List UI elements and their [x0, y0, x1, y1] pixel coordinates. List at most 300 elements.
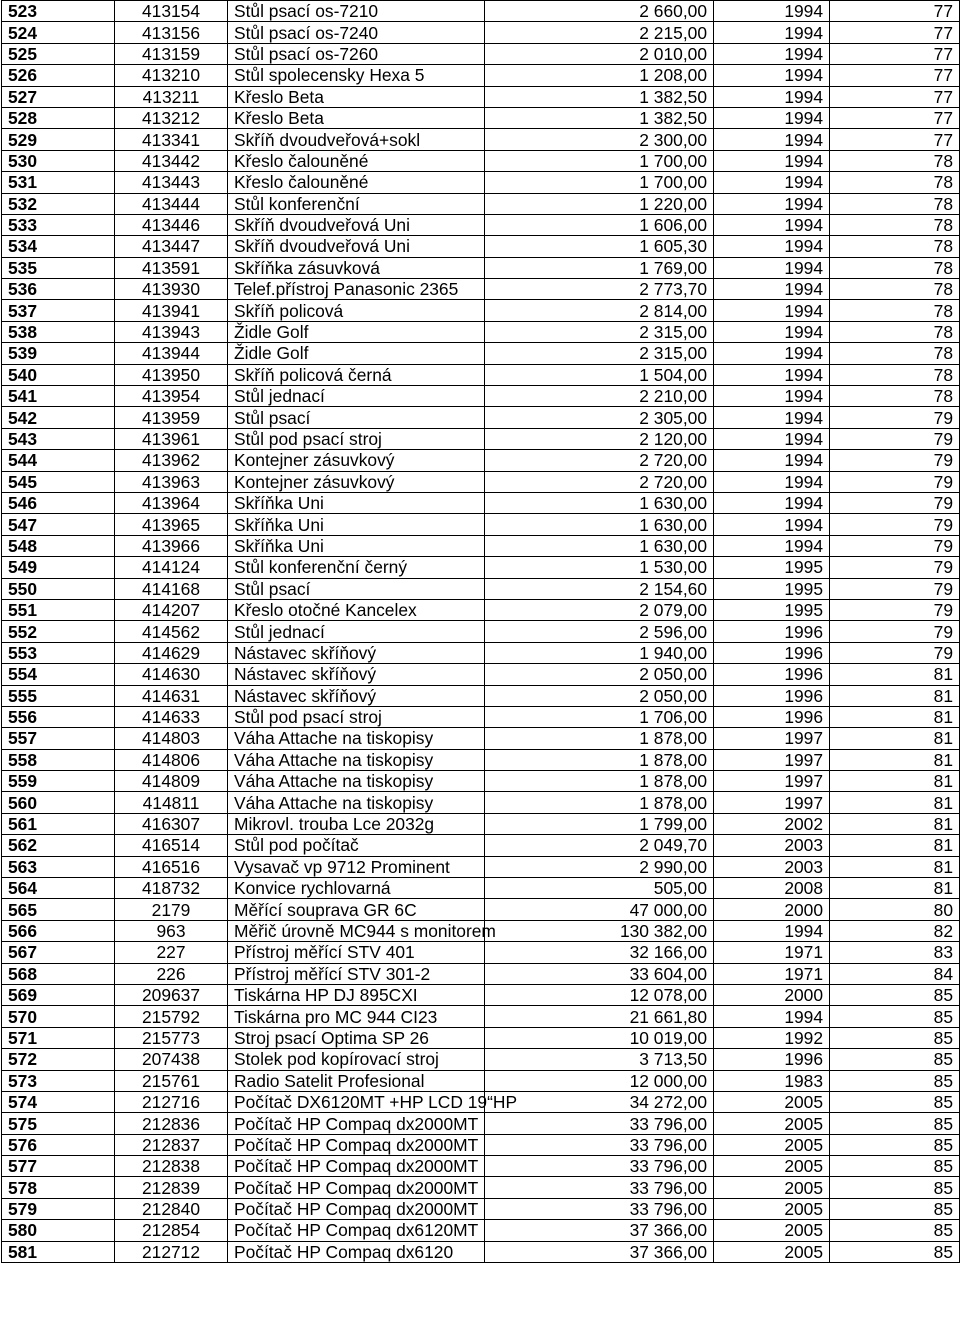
price-cell: 2 773,70	[485, 279, 714, 300]
table-row	[2, 428, 960, 449]
inventory-code-cell: 413943	[115, 321, 228, 342]
row-number-cell: 560	[2, 792, 115, 813]
table-row	[2, 22, 960, 43]
location-code-cell: 80	[830, 899, 960, 920]
year-cell: 1994	[714, 1, 830, 22]
item-name-cell: Nástavec skříňový	[228, 664, 485, 685]
table-row	[2, 1006, 960, 1027]
table-row	[2, 450, 960, 471]
item-name-cell: Skříň dvoudveřová+sokl	[228, 129, 485, 150]
year-cell: 1971	[714, 963, 830, 984]
table-row	[2, 835, 960, 856]
table-row	[2, 407, 960, 428]
location-code-cell: 81	[830, 749, 960, 770]
location-code-cell: 85	[830, 1198, 960, 1219]
year-cell: 1996	[714, 642, 830, 663]
inventory-code-cell: 413446	[115, 214, 228, 235]
table-row	[2, 65, 960, 86]
price-cell: 37 366,00	[485, 1241, 714, 1262]
location-code-cell: 79	[830, 642, 960, 663]
price-cell: 1 700,00	[485, 172, 714, 193]
item-name-cell: Stůl konferenční	[228, 193, 485, 214]
year-cell: 1997	[714, 749, 830, 770]
price-cell: 1 878,00	[485, 728, 714, 749]
item-name-cell: Váha Attache na tiskopisy	[228, 728, 485, 749]
location-code-cell: 79	[830, 599, 960, 620]
price-cell: 1 630,00	[485, 514, 714, 535]
row-number-cell: 548	[2, 535, 115, 556]
table-row	[2, 236, 960, 257]
year-cell: 1994	[714, 300, 830, 321]
location-code-cell: 79	[830, 492, 960, 513]
table-row	[2, 942, 960, 963]
table-row	[2, 321, 960, 342]
inventory-code-cell: 414207	[115, 599, 228, 620]
row-number-cell: 536	[2, 279, 115, 300]
table-row	[2, 364, 960, 385]
year-cell: 2000	[714, 899, 830, 920]
table-row	[2, 1, 960, 22]
inventory-code-cell: 2179	[115, 899, 228, 920]
price-cell: 2 050,00	[485, 664, 714, 685]
location-code-cell: 78	[830, 321, 960, 342]
inventory-code-cell: 414124	[115, 557, 228, 578]
row-number-cell: 559	[2, 771, 115, 792]
inventory-code-cell: 413341	[115, 129, 228, 150]
item-name-cell: Stůl psací	[228, 407, 485, 428]
row-number-cell: 526	[2, 65, 115, 86]
location-code-cell: 81	[830, 728, 960, 749]
row-number-cell: 550	[2, 578, 115, 599]
table-row	[2, 492, 960, 513]
item-name-cell: Počítač HP Compaq dx6120	[228, 1241, 485, 1262]
item-name-cell: Skříň dvoudveřová Uni	[228, 214, 485, 235]
item-name-cell: Počítač DX6120MT +HP LCD 19“HP	[228, 1091, 485, 1112]
location-code-cell: 85	[830, 1070, 960, 1091]
year-cell: 1997	[714, 771, 830, 792]
inventory-code-cell: 212837	[115, 1134, 228, 1155]
inventory-code-cell: 414809	[115, 771, 228, 792]
location-code-cell: 77	[830, 43, 960, 64]
item-name-cell: Skříňka Uni	[228, 535, 485, 556]
inventory-code-cell: 413442	[115, 150, 228, 171]
location-code-cell: 81	[830, 878, 960, 899]
table-row	[2, 1091, 960, 1112]
year-cell: 1994	[714, 471, 830, 492]
table-row	[2, 878, 960, 899]
inventory-code-cell: 413212	[115, 107, 228, 128]
location-code-cell: 79	[830, 407, 960, 428]
item-name-cell: Křeslo čalouněné	[228, 150, 485, 171]
row-number-cell: 573	[2, 1070, 115, 1091]
row-number-cell: 541	[2, 386, 115, 407]
location-code-cell: 81	[830, 664, 960, 685]
year-cell: 1992	[714, 1027, 830, 1048]
price-cell: 2 010,00	[485, 43, 714, 64]
item-name-cell: Radio Satelit Profesional	[228, 1070, 485, 1091]
table-row	[2, 129, 960, 150]
price-cell: 47 000,00	[485, 899, 714, 920]
table-row	[2, 792, 960, 813]
item-name-cell: Konvice rychlovarná	[228, 878, 485, 899]
inventory-code-cell: 212840	[115, 1198, 228, 1219]
inventory-code-cell: 212854	[115, 1220, 228, 1241]
row-number-cell: 557	[2, 728, 115, 749]
table-row	[2, 920, 960, 941]
item-name-cell: Stůl pod psací stroj	[228, 428, 485, 449]
location-code-cell: 81	[830, 685, 960, 706]
row-number-cell: 524	[2, 22, 115, 43]
table-row	[2, 984, 960, 1005]
price-cell: 34 272,00	[485, 1091, 714, 1112]
year-cell: 2005	[714, 1198, 830, 1219]
row-number-cell: 534	[2, 236, 115, 257]
row-number-cell: 577	[2, 1156, 115, 1177]
location-code-cell: 79	[830, 621, 960, 642]
location-code-cell: 85	[830, 1049, 960, 1070]
location-code-cell: 78	[830, 300, 960, 321]
location-code-cell: 81	[830, 835, 960, 856]
table-row	[2, 193, 960, 214]
table-row	[2, 1049, 960, 1070]
table-row	[2, 664, 960, 685]
year-cell: 1996	[714, 685, 830, 706]
location-code-cell: 78	[830, 172, 960, 193]
inventory-code-cell: 212838	[115, 1156, 228, 1177]
price-cell: 2 814,00	[485, 300, 714, 321]
price-cell: 33 796,00	[485, 1177, 714, 1198]
price-cell: 10 019,00	[485, 1027, 714, 1048]
inventory-code-cell: 413154	[115, 1, 228, 22]
item-name-cell: Stůl konferenční černý	[228, 557, 485, 578]
price-cell: 2 215,00	[485, 22, 714, 43]
table-row	[2, 1113, 960, 1134]
item-name-cell: Skříň policová černá	[228, 364, 485, 385]
location-code-cell: 79	[830, 578, 960, 599]
location-code-cell: 79	[830, 514, 960, 535]
inventory-code-cell: 207438	[115, 1049, 228, 1070]
row-number-cell: 529	[2, 129, 115, 150]
year-cell: 2003	[714, 856, 830, 877]
item-name-cell: Křeslo Beta	[228, 107, 485, 128]
table-row	[2, 514, 960, 535]
table-row	[2, 685, 960, 706]
row-number-cell: 547	[2, 514, 115, 535]
year-cell: 1994	[714, 321, 830, 342]
inventory-code-cell: 416514	[115, 835, 228, 856]
price-cell: 37 366,00	[485, 1220, 714, 1241]
table-row	[2, 172, 960, 193]
location-code-cell: 83	[830, 942, 960, 963]
inventory-code-cell: 416307	[115, 813, 228, 834]
location-code-cell: 79	[830, 450, 960, 471]
row-number-cell: 553	[2, 642, 115, 663]
location-code-cell: 82	[830, 920, 960, 941]
year-cell: 1994	[714, 279, 830, 300]
inventory-code-cell: 227	[115, 942, 228, 963]
inventory-code-cell: 413930	[115, 279, 228, 300]
location-code-cell: 81	[830, 792, 960, 813]
year-cell: 2005	[714, 1241, 830, 1262]
inventory-code-cell: 215761	[115, 1070, 228, 1091]
inventory-code-cell: 212839	[115, 1177, 228, 1198]
item-name-cell: Křeslo otočné Kancelex	[228, 599, 485, 620]
price-cell: 2 990,00	[485, 856, 714, 877]
inventory-code-cell: 413444	[115, 193, 228, 214]
price-cell: 1 700,00	[485, 150, 714, 171]
location-code-cell: 77	[830, 107, 960, 128]
item-name-cell: Tiskárna HP DJ 895CXI	[228, 984, 485, 1005]
location-code-cell: 81	[830, 856, 960, 877]
item-name-cell: Počítač HP Compaq dx2000MT	[228, 1198, 485, 1219]
item-name-cell: Křeslo Beta	[228, 86, 485, 107]
item-name-cell: Váha Attache na tiskopisy	[228, 792, 485, 813]
inventory-code-cell: 414633	[115, 706, 228, 727]
year-cell: 1994	[714, 428, 830, 449]
location-code-cell: 85	[830, 1027, 960, 1048]
price-cell: 1 504,00	[485, 364, 714, 385]
item-name-cell: Stůl psací os-7260	[228, 43, 485, 64]
table-row	[2, 771, 960, 792]
row-number-cell: 575	[2, 1113, 115, 1134]
inventory-code-cell: 414629	[115, 642, 228, 663]
inventory-code-cell: 414630	[115, 664, 228, 685]
row-number-cell: 527	[2, 86, 115, 107]
row-number-cell: 533	[2, 214, 115, 235]
inventory-code-cell: 413156	[115, 22, 228, 43]
item-name-cell: Stůl spolecensky Hexa 5	[228, 65, 485, 86]
item-name-cell: Kontejner zásuvkový	[228, 450, 485, 471]
table-row	[2, 343, 960, 364]
item-name-cell: Počítač HP Compaq dx2000MT	[228, 1134, 485, 1155]
price-cell: 2 720,00	[485, 450, 714, 471]
price-cell: 33 796,00	[485, 1113, 714, 1134]
price-cell: 1 878,00	[485, 771, 714, 792]
year-cell: 1997	[714, 728, 830, 749]
row-number-cell: 579	[2, 1198, 115, 1219]
row-number-cell: 549	[2, 557, 115, 578]
inventory-code-cell: 414803	[115, 728, 228, 749]
table-row	[2, 535, 960, 556]
price-cell: 32 166,00	[485, 942, 714, 963]
item-name-cell: Stůl pod počítač	[228, 835, 485, 856]
table-row	[2, 471, 960, 492]
table-row	[2, 813, 960, 834]
year-cell: 1994	[714, 920, 830, 941]
price-cell: 2 315,00	[485, 321, 714, 342]
year-cell: 1994	[714, 535, 830, 556]
row-number-cell: 581	[2, 1241, 115, 1262]
inventory-code-cell: 413447	[115, 236, 228, 257]
table-row	[2, 386, 960, 407]
row-number-cell: 535	[2, 257, 115, 278]
location-code-cell: 78	[830, 257, 960, 278]
price-cell: 1 606,00	[485, 214, 714, 235]
inventory-code-cell: 209637	[115, 984, 228, 1005]
year-cell: 1996	[714, 706, 830, 727]
row-number-cell: 544	[2, 450, 115, 471]
row-number-cell: 528	[2, 107, 115, 128]
table-row	[2, 963, 960, 984]
inventory-code-cell: 215773	[115, 1027, 228, 1048]
price-cell: 2 120,00	[485, 428, 714, 449]
item-name-cell: Židle Golf	[228, 343, 485, 364]
price-cell: 2 720,00	[485, 471, 714, 492]
year-cell: 2005	[714, 1156, 830, 1177]
item-name-cell: Měřící souprava GR 6C	[228, 899, 485, 920]
item-name-cell: Stolek pod kopírovací stroj	[228, 1049, 485, 1070]
inventory-code-cell: 212836	[115, 1113, 228, 1134]
location-code-cell: 84	[830, 963, 960, 984]
item-name-cell: Počítač HP Compaq dx2000MT	[228, 1177, 485, 1198]
location-code-cell: 85	[830, 1113, 960, 1134]
table-row	[2, 621, 960, 642]
year-cell: 2003	[714, 835, 830, 856]
price-cell: 2 305,00	[485, 407, 714, 428]
inventory-code-cell: 963	[115, 920, 228, 941]
year-cell: 1994	[714, 43, 830, 64]
row-number-cell: 532	[2, 193, 115, 214]
price-cell: 21 661,80	[485, 1006, 714, 1027]
table-row	[2, 1220, 960, 1241]
price-cell: 1 878,00	[485, 792, 714, 813]
price-cell: 1 940,00	[485, 642, 714, 663]
table-row	[2, 150, 960, 171]
table-row	[2, 279, 960, 300]
item-name-cell: Počítač HP Compaq dx6120MT	[228, 1220, 485, 1241]
year-cell: 1994	[714, 107, 830, 128]
location-code-cell: 85	[830, 1220, 960, 1241]
item-name-cell: Židle Golf	[228, 321, 485, 342]
location-code-cell: 78	[830, 214, 960, 235]
item-name-cell: Váha Attache na tiskopisy	[228, 749, 485, 770]
year-cell: 2008	[714, 878, 830, 899]
table-row	[2, 1070, 960, 1091]
price-cell: 12 078,00	[485, 984, 714, 1005]
item-name-cell: Měřič úrovně MC944 s monitorem	[228, 920, 485, 941]
price-cell: 505,00	[485, 878, 714, 899]
row-number-cell: 580	[2, 1220, 115, 1241]
table-row	[2, 1241, 960, 1262]
price-cell: 2 154,60	[485, 578, 714, 599]
item-name-cell: Skříňka Uni	[228, 514, 485, 535]
table-row	[2, 578, 960, 599]
price-cell: 3 713,50	[485, 1049, 714, 1070]
year-cell: 1994	[714, 364, 830, 385]
row-number-cell: 569	[2, 984, 115, 1005]
inventory-code-cell: 413964	[115, 492, 228, 513]
year-cell: 1994	[714, 22, 830, 43]
row-number-cell: 538	[2, 321, 115, 342]
inventory-code-cell: 413159	[115, 43, 228, 64]
item-name-cell: Počítač HP Compaq dx2000MT	[228, 1156, 485, 1177]
table-row	[2, 1177, 960, 1198]
year-cell: 1983	[714, 1070, 830, 1091]
row-number-cell: 554	[2, 664, 115, 685]
location-code-cell: 78	[830, 193, 960, 214]
price-cell: 2 596,00	[485, 621, 714, 642]
inventory-code-cell: 413966	[115, 535, 228, 556]
table-row	[2, 107, 960, 128]
row-number-cell: 565	[2, 899, 115, 920]
inventory-table-body	[2, 1, 960, 1263]
location-code-cell: 77	[830, 1, 960, 22]
location-code-cell: 77	[830, 22, 960, 43]
item-name-cell: Stůl psací	[228, 578, 485, 599]
price-cell: 1 630,00	[485, 492, 714, 513]
table-row	[2, 899, 960, 920]
item-name-cell: Stůl jednací	[228, 386, 485, 407]
table-row	[2, 214, 960, 235]
table-row	[2, 728, 960, 749]
inventory-code-cell: 414811	[115, 792, 228, 813]
year-cell: 2005	[714, 1134, 830, 1155]
price-cell: 1 878,00	[485, 749, 714, 770]
inventory-code-cell: 413959	[115, 407, 228, 428]
price-cell: 130 382,00	[485, 920, 714, 941]
row-number-cell: 576	[2, 1134, 115, 1155]
location-code-cell: 79	[830, 557, 960, 578]
price-cell: 1 706,00	[485, 706, 714, 727]
table-row	[2, 1156, 960, 1177]
inventory-code-cell: 212712	[115, 1241, 228, 1262]
price-cell: 2 050,00	[485, 685, 714, 706]
price-cell: 33 796,00	[485, 1198, 714, 1219]
item-name-cell: Nástavec skříňový	[228, 642, 485, 663]
item-name-cell: Vysavač vp 9712 Prominent	[228, 856, 485, 877]
year-cell: 1995	[714, 557, 830, 578]
price-cell: 33 604,00	[485, 963, 714, 984]
row-number-cell: 523	[2, 1, 115, 22]
year-cell: 1994	[714, 172, 830, 193]
row-number-cell: 555	[2, 685, 115, 706]
inventory-code-cell: 413950	[115, 364, 228, 385]
location-code-cell: 81	[830, 771, 960, 792]
price-cell: 2 210,00	[485, 386, 714, 407]
year-cell: 1994	[714, 1006, 830, 1027]
inventory-code-cell: 413591	[115, 257, 228, 278]
item-name-cell: Stůl psací os-7240	[228, 22, 485, 43]
price-cell: 2 079,00	[485, 599, 714, 620]
year-cell: 2005	[714, 1113, 830, 1134]
year-cell: 1994	[714, 257, 830, 278]
year-cell: 1994	[714, 492, 830, 513]
price-cell: 2 300,00	[485, 129, 714, 150]
location-code-cell: 78	[830, 364, 960, 385]
year-cell: 1994	[714, 386, 830, 407]
price-cell: 1 382,50	[485, 86, 714, 107]
year-cell: 2005	[714, 1177, 830, 1198]
year-cell: 2005	[714, 1220, 830, 1241]
table-row	[2, 1198, 960, 1219]
inventory-code-cell: 416516	[115, 856, 228, 877]
location-code-cell: 78	[830, 343, 960, 364]
row-number-cell: 561	[2, 813, 115, 834]
year-cell: 1994	[714, 343, 830, 364]
price-cell: 1 530,00	[485, 557, 714, 578]
row-number-cell: 568	[2, 963, 115, 984]
inventory-code-cell: 413443	[115, 172, 228, 193]
table-row	[2, 557, 960, 578]
row-number-cell: 531	[2, 172, 115, 193]
item-name-cell: Počítač HP Compaq dx2000MT	[228, 1113, 485, 1134]
location-code-cell: 77	[830, 129, 960, 150]
item-name-cell: Telef.přístroj Panasonic 2365	[228, 279, 485, 300]
year-cell: 2000	[714, 984, 830, 1005]
inventory-code-cell: 418732	[115, 878, 228, 899]
table-row	[2, 706, 960, 727]
year-cell: 1996	[714, 664, 830, 685]
